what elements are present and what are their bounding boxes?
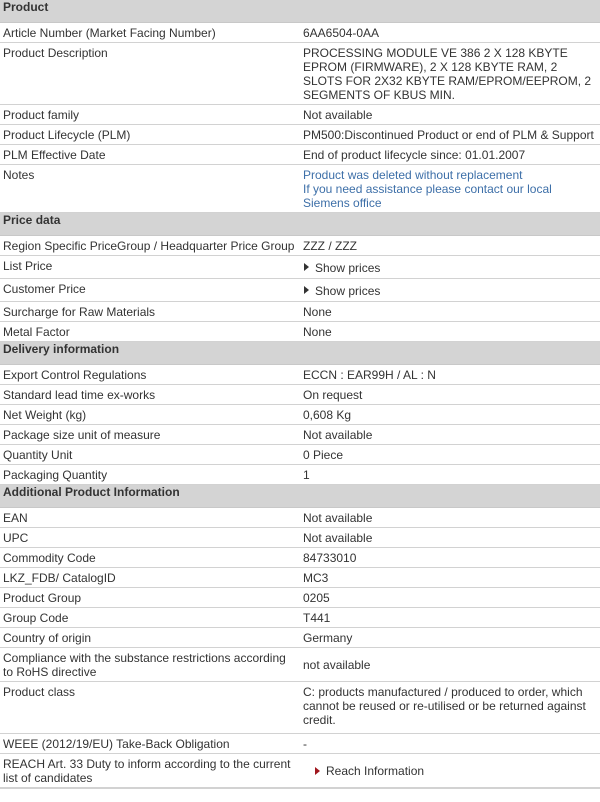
reach-information-text[interactable]: Reach Information: [326, 764, 425, 778]
row-label: Group Code: [0, 608, 300, 628]
row-label: PLM Effective Date: [0, 145, 300, 165]
table-row: [0, 528, 600, 548]
notes-assistance-link[interactable]: If you need assistance please contact our local Siemens office: [303, 182, 552, 210]
table-row: [0, 754, 600, 789]
notes-value: [300, 165, 600, 213]
row-value: None: [300, 322, 600, 342]
row-value: Not available: [300, 528, 600, 548]
row-label: Customer Price: [0, 279, 300, 302]
row-value: MC3: [300, 568, 600, 588]
row-label: Product class: [0, 682, 300, 734]
table-row: [0, 302, 600, 322]
row-label: Packaging Quantity: [0, 465, 300, 485]
row-label: Product Group: [0, 588, 300, 608]
show-prices-text[interactable]: Show prices: [315, 283, 381, 298]
table-row: [0, 145, 600, 165]
table-row: [0, 256, 600, 279]
row-label: Compliance with the substance restrictions according to RoHS directive: [0, 648, 300, 682]
section-title: Additional Product Information: [0, 485, 600, 508]
table-row: [0, 508, 600, 528]
row-label: Commodity Code: [0, 548, 300, 568]
row-label: Article Number (Market Facing Number): [0, 23, 300, 43]
row-value: ECCN : EAR99H / AL : N: [300, 365, 600, 385]
row-value: 0205: [300, 588, 600, 608]
row-label: Export Control Regulations: [0, 365, 300, 385]
table-row: [0, 608, 600, 628]
row-value: Not available: [300, 508, 600, 528]
row-value: None: [300, 302, 600, 322]
table-row: [0, 385, 600, 405]
row-value: Germany: [300, 628, 600, 648]
row-value: not available: [300, 648, 600, 682]
row-value: Not available: [300, 425, 600, 445]
table-row: [0, 568, 600, 588]
row-value: On request: [300, 385, 600, 405]
table-row: [0, 465, 600, 485]
table-row: [0, 548, 600, 568]
row-label: Product Description: [0, 43, 300, 105]
table-row: [0, 165, 600, 213]
notes-deleted-text: Product was deleted without replacement: [303, 168, 523, 182]
table-row: [0, 279, 600, 302]
table-row: [0, 405, 600, 425]
table-row: [0, 734, 600, 754]
table-row: [0, 628, 600, 648]
row-value: 1: [300, 465, 600, 485]
section-header-price: [0, 213, 600, 236]
row-value: -: [300, 734, 600, 754]
list-price-link[interactable]: [300, 256, 600, 279]
row-label: Net Weight (kg): [0, 405, 300, 425]
table-row: [0, 43, 600, 105]
section-title: Delivery information: [0, 342, 600, 365]
table-row: [0, 648, 600, 682]
arrow-right-icon: [304, 263, 309, 271]
row-label: WEEE (2012/19/EU) Take-Back Obligation: [0, 734, 300, 754]
row-label: Quantity Unit: [0, 445, 300, 465]
row-value: 0 Piece: [300, 445, 600, 465]
row-value: End of product lifecycle since: 01.01.2007: [300, 145, 600, 165]
row-label: Metal Factor: [0, 322, 300, 342]
table-row: [0, 588, 600, 608]
show-prices-text[interactable]: Show prices: [315, 260, 381, 275]
row-value: C: products manufactured / produced to order, which cannot be reused or re-utilised or be returned against credit.: [300, 682, 600, 734]
row-label: Standard lead time ex-works: [0, 385, 300, 405]
table-row: [0, 23, 600, 43]
row-label: Product Lifecycle (PLM): [0, 125, 300, 145]
table-row: [0, 322, 600, 342]
section-header-additional: [0, 485, 600, 508]
row-label: Product family: [0, 105, 300, 125]
table-row: [0, 682, 600, 734]
product-description-value: PROCESSING MODULE VE 386 2 X 128 KBYTE EPROM (FIRMWARE), 2 X 128 KBYTE RAM, 2 SLOTS FOR 2X32 KBYTE RAM/EPROM/EEPROM, 2 SEGMENTS OF KBUS MIN.: [300, 43, 600, 105]
table-row: [0, 445, 600, 465]
row-value: T441: [300, 608, 600, 628]
section-title: Product: [0, 0, 600, 23]
table-row: [0, 425, 600, 445]
row-label: REACH Art. 33 Duty to inform according to the current list of candidates: [0, 754, 300, 789]
section-title: Price data: [0, 213, 600, 236]
table-row: [0, 236, 600, 256]
row-label: Package size unit of measure: [0, 425, 300, 445]
row-label: Country of origin: [0, 628, 300, 648]
arrow-right-icon: [304, 286, 309, 294]
row-label: List Price: [0, 256, 300, 279]
arrow-right-icon: [315, 767, 320, 775]
row-label: EAN: [0, 508, 300, 528]
row-label: Surcharge for Raw Materials: [0, 302, 300, 322]
row-value: 0,608 Kg: [300, 405, 600, 425]
article-number-value: 6AA6504-0AA: [300, 23, 600, 43]
row-value: Not available: [300, 105, 600, 125]
section-header-product: [0, 0, 600, 23]
reach-information-link[interactable]: [300, 754, 600, 789]
table-row: [0, 125, 600, 145]
row-label: Region Specific PriceGroup / Headquarter Price Group: [0, 236, 300, 256]
customer-price-link[interactable]: [300, 279, 600, 302]
row-label: LKZ_FDB/ CatalogID: [0, 568, 300, 588]
table-row: [0, 365, 600, 385]
row-label: Notes: [0, 165, 300, 213]
table-row: [0, 105, 600, 125]
row-label: UPC: [0, 528, 300, 548]
row-value: ZZZ / ZZZ: [300, 236, 600, 256]
row-value: PM500:Discontinued Product or end of PLM & Support: [300, 125, 600, 145]
section-header-delivery: [0, 342, 600, 365]
row-value: 84733010: [300, 548, 600, 568]
